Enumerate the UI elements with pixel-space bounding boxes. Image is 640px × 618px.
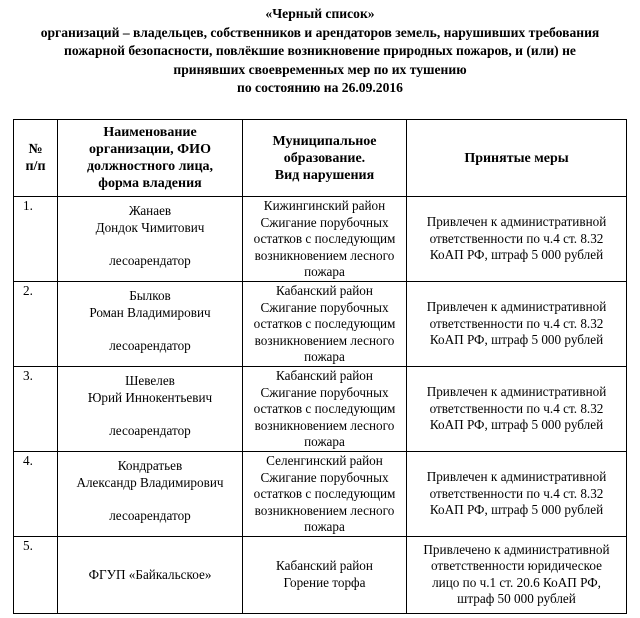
ownership-form: лесоарендатор — [109, 253, 191, 269]
district: Кижингинский район — [263, 198, 386, 213]
district: Кабанский район — [276, 282, 373, 298]
measures-cell: Привлечено к административной ответственности юридическое лицо по ч.1 ст. 20.6 КоАП РФ, штраф 50 000 рублей — [407, 536, 627, 613]
table-row — [14, 197, 627, 282]
table-header-row — [14, 120, 627, 197]
measures-cell: Привлечен к административной ответственности по ч.4 ст. 8.32 КоАП РФ, штраф 5 000 рублей — [407, 281, 627, 366]
municipality-cell — [243, 536, 407, 613]
document-subtitle-line-2: пожарной безопасности, повлёкшие возникновение природных пожаров, и (или) не — [64, 43, 576, 58]
measures-cell: Привлечен к административной ответственности по ч.4 ст. 8.32 КоАП РФ, штраф 5 000 рублей — [407, 366, 627, 451]
name-cell — [58, 451, 243, 536]
document-subtitle-line-1: организаций – владельцев, собственников и арендаторов земель, нарушивших требования — [40, 24, 600, 40]
blacklist-table — [13, 119, 627, 614]
table-row — [14, 366, 627, 451]
table-row — [14, 281, 627, 366]
header-measures: Принятые меры — [407, 120, 627, 197]
header-municipality: Муниципальное образование. Вид нарушения — [243, 120, 407, 197]
name-cell — [58, 281, 243, 366]
ownership-form: лесоарендатор — [109, 423, 191, 439]
header-num: № п/п — [14, 120, 58, 197]
row-number: 5. — [14, 536, 58, 613]
violation: Сжигание порубочных остатков с последующим возникновением лесного пожара — [253, 469, 396, 535]
header-name: Наименование организации, ФИО должностного лица, форма владения — [58, 120, 243, 197]
municipality-cell — [243, 281, 407, 366]
document-title: «Черный список» — [265, 6, 375, 21]
person-name: Жанаев Дондок Чимитович — [95, 203, 205, 235]
row-number: 4. — [14, 451, 58, 536]
table-row — [14, 536, 627, 613]
document-date-line: по состоянию на 26.09.2016 — [237, 80, 403, 95]
ownership-form: лесоарендатор — [109, 338, 191, 354]
organization-name: ФГУП «Байкальское» — [88, 566, 212, 582]
measures-cell: Привлечен к административной ответственности по ч.4 ст. 8.32 КоАП РФ, штраф 5 000 рублей — [407, 451, 627, 536]
row-number: 2. — [14, 281, 58, 366]
name-cell — [58, 366, 243, 451]
table-row — [14, 451, 627, 536]
name-cell — [58, 536, 243, 613]
municipality-cell — [243, 366, 407, 451]
district: Кабанский район — [276, 558, 373, 574]
district: Селенгинский район — [266, 452, 383, 468]
person-name: Кондратьев Александр Владимирович — [76, 457, 224, 490]
name-cell — [58, 197, 243, 282]
person-name: Шевелев Юрий Иннокентьевич — [87, 372, 213, 405]
municipality-cell — [243, 197, 407, 282]
violation: Сжигание порубочных остатков с последующим возникновением лесного пожара — [253, 214, 396, 280]
document-header — [0, 5, 640, 98]
violation: Сжигание порубочных остатков с последующим возникновением лесного пожара — [253, 299, 396, 365]
row-number: 1. — [14, 197, 58, 282]
district: Кабанский район — [276, 367, 373, 383]
violation: Горение торфа — [283, 574, 366, 590]
document-subtitle-line-3: принявших своевременных мер по их тушению — [173, 61, 467, 77]
violation: Сжигание порубочных остатков с последующим возникновением лесного пожара — [253, 384, 396, 450]
ownership-form: лесоарендатор — [109, 508, 191, 524]
measures-cell: Привлечен к административной ответственности по ч.4 ст. 8.32 КоАП РФ, штраф 5 000 рублей — [407, 197, 627, 282]
municipality-cell — [243, 451, 407, 536]
row-number: 3. — [14, 366, 58, 451]
person-name: Былков Роман Владимирович — [89, 287, 211, 320]
